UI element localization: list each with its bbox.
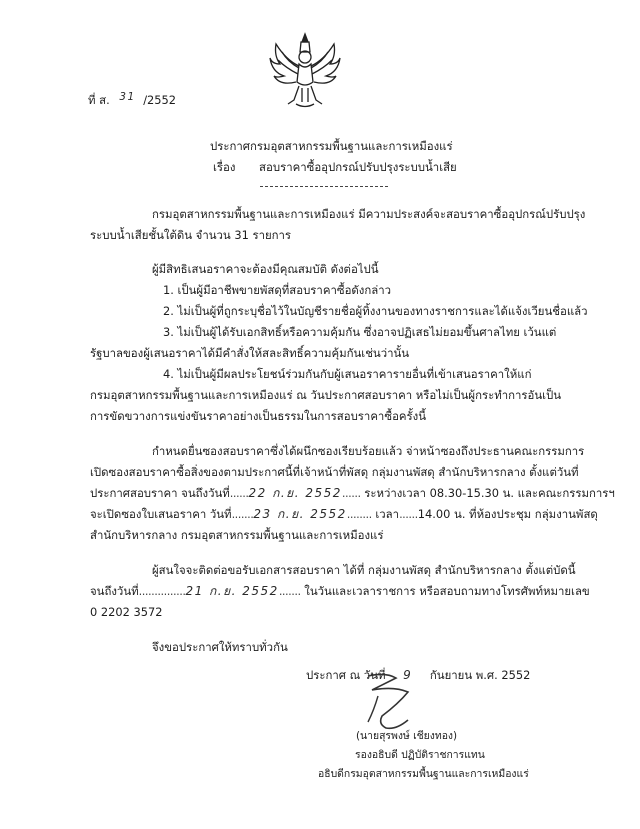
subject-text: สอบราคาซื้ออุปกรณ์ปรับปรุงระบบน้ำเสีย: [259, 160, 457, 174]
submission-deadline-date: 22 ก.ย. 2552: [248, 486, 342, 500]
announcement-day: 9: [403, 668, 413, 682]
qualification-item-4-line-1: 4. ไม่เป็นผู้มีผลประโยชน์ร่วมกันกับผู้เสนอราคารายอื่นที่เข้าเสนอราคาให้แก่: [163, 367, 532, 381]
title-separator: [260, 186, 388, 187]
schedule-line-4: จะเปิดซองใบเสนอราคา วันที่.......23 ก.ย. 2552........ เวลา......14.00 น. ที่ห้องประชุม กลุ่มงานพัสดุ: [90, 507, 598, 521]
announcement-date-prefix: ประกาศ ณ วันที่: [306, 668, 386, 682]
document-reference: [88, 93, 176, 108]
qualification-item-2: 2. ไม่เป็นผู้ที่ถูกระบุชื่อไว้ในบัญชีรายชื่อผู้ทิ้งงานของทางราชการและได้แจ้งเวียนชื่อแล้ว: [163, 304, 588, 318]
schedule-line-2: เปิดซองสอบราคาซื้อสิ่งของตามประกาศนี้ที่เจ้าหน้าที่พัสดุ กลุ่มงานพัสดุ สำนักบริหารกลาง ตั้งแต่วันที่: [90, 465, 579, 479]
contact-line-1: ผู้สนใจจะติดต่อขอรับเอกสารสอบราคา ได้ที่ กลุ่มงานพัสดุ สำนักบริหารกลาง ตั้งแต่บัดนี้: [152, 563, 576, 577]
qualification-heading: ผู้มีสิทธิเสนอราคาจะต้องมีคุณสมบัติ ดังต่อไปนี้: [152, 262, 379, 276]
contact-line-2-suffix: ในวันและเวลาราชการ หรือสอบถามทางโทรศัพท์หมายเลข: [304, 584, 590, 598]
contact-line-2-prefix: จนถึงวันที่: [90, 584, 139, 598]
opening-time-label: เวลา: [375, 507, 400, 521]
opening-time: 14.00: [417, 507, 451, 521]
signature-icon: [338, 670, 430, 734]
document-pickup-deadline: 21 ก.ย. 2552: [185, 584, 279, 598]
closing-statement: จึงขอประกาศให้ทราบทั่วกัน: [152, 640, 288, 654]
intro-line-1: กรมอุตสาหกรรมพื้นฐานและการเหมืองแร่ มีความประสงค์จะสอบราคาซื้ออุปกรณ์ปรับปรุง: [152, 207, 586, 221]
signer-title-2: อธิบดีกรมอุตสาหกรรมพื้นฐานและการเหมืองแร่: [318, 768, 529, 780]
opening-date: 23 ก.ย. 2552: [253, 507, 347, 521]
subject-line: [213, 160, 457, 174]
qualification-item-4-line-2: กรมอุตสาหกรรมพื้นฐานและการเหมืองแร่ ณ วันประกาศสอบราคา หรือไม่เป็นผู้กระทำการอันเป็น: [90, 388, 562, 402]
schedule-line-3-prefix: ประกาศสอบราคา จนถึงวันที่: [90, 486, 230, 500]
schedule-line-4-suffix: น. ที่ห้องประชุม กลุ่มงานพัสดุ: [454, 507, 598, 521]
reference-number: 31: [119, 91, 136, 103]
reference-year: /2552: [143, 93, 177, 107]
intro-line-2: ระบบน้ำเสียชั้นใต้ดิน จำนวน 31 รายการ: [90, 228, 292, 242]
garuda-emblem-icon: [266, 30, 344, 110]
contact-line-2: จนถึงวันที่...............21 ก.ย. 2552....... ในวันและเวลาราชการ หรือสอบถามทางโทรศัพท์หมายเลข: [90, 584, 590, 598]
qualification-item-3-line-1: 3. ไม่เป็นผู้ได้รับเอกสิทธิ์หรือความคุ้มกัน ซึ่งอาจปฏิเสธไม่ยอมขึ้นศาลไทย เว้นแต่: [163, 325, 557, 339]
signer-title-1: รองอธิบดี ปฏิบัติราชการแทน: [355, 749, 485, 761]
contact-phone: 0 2202 3572: [90, 605, 163, 619]
qualification-item-4-line-3: การขัดขวางการแข่งขันราคาอย่างเป็นธรรมในการสอบราคาซื้อครั้งนี้: [90, 409, 426, 423]
announcement-title: ประกาศกรมอุตสาหกรรมพื้นฐานและการเหมืองแร่: [210, 139, 453, 153]
signer-name: (นายสุรพงษ์ เชียงทอง): [356, 730, 458, 742]
schedule-line-5: สำนักบริหารกลาง กรมอุตสาหกรรมพื้นฐานและการเหมืองแร่: [90, 528, 384, 542]
announcement-month-year: กันยายน พ.ศ. 2552: [429, 668, 531, 682]
schedule-line-1: กำหนดยื่นซองสอบราคาซึ่งได้ผนึกซองเรียบร้อยแล้ว จ่าหน้าซองถึงประธานคณะกรรมการ: [152, 444, 585, 458]
schedule-line-4-prefix: จะเปิดซองใบเสนอราคา วันที่: [90, 507, 232, 521]
subject-label: เรื่อง: [213, 160, 236, 174]
schedule-line-3-suffix: ระหว่างเวลา 08.30-15.30 น. และคณะกรรมการฯ: [364, 486, 615, 500]
reference-prefix: ที่ ส.: [88, 93, 110, 107]
qualification-item-1: 1. เป็นผู้มีอาชีพขายพัสดุที่สอบราคาซื้อดังกล่าว: [163, 283, 392, 297]
schedule-line-3: ประกาศสอบราคา จนถึงวันที่......22 ก.ย. 2552...... ระหว่างเวลา 08.30-15.30 น. และคณะกรรมการฯ: [90, 486, 615, 500]
qualification-item-3-line-2: รัฐบาลของผู้เสนอราคาได้มีคำสั่งให้สละสิทธิ์ความคุ้มกันเช่นว่านั้น: [90, 346, 410, 360]
